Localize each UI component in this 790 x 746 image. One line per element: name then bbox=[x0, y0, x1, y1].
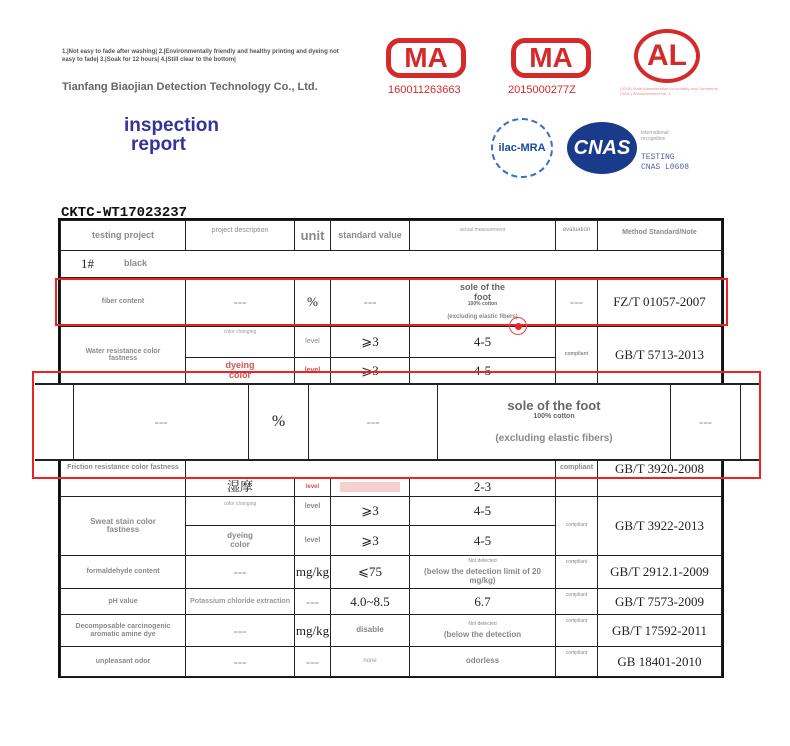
fiber-unit: % bbox=[294, 277, 331, 327]
amine-desc: --- bbox=[185, 614, 295, 647]
amine-project: Decomposable carcinogenic aromatic amine dye bbox=[60, 614, 186, 647]
ilac-mra-logo: ilac-MRA bbox=[491, 118, 553, 178]
sweat-project: Sweat stain color fastness bbox=[60, 496, 186, 556]
overlay-desc: --- bbox=[73, 385, 249, 459]
amine-val-top: Not detected bbox=[468, 620, 497, 627]
sweat-val-2: 4-5 bbox=[409, 525, 556, 556]
ph-desc: Potassium chloride extraction bbox=[185, 588, 295, 615]
odor-unit: --- bbox=[294, 646, 331, 677]
report-number: CKTC-WT17023237 bbox=[61, 205, 188, 221]
cal-logo: AL bbox=[634, 29, 700, 83]
fiber-std: --- bbox=[330, 277, 410, 327]
amine-method: GB/T 17592-2011 bbox=[597, 614, 722, 647]
overlay-std: --- bbox=[308, 385, 438, 459]
report-title-1: inspection bbox=[124, 115, 220, 136]
amine-val-text: (below the detection bbox=[443, 629, 522, 639]
fiber-result-note: (excluding elastic fibers) bbox=[447, 314, 518, 321]
fiber-project: fiber content bbox=[60, 277, 186, 327]
friction-unit: level bbox=[294, 477, 331, 497]
cma-number-2: 2015000277Z bbox=[508, 84, 576, 96]
amine-val bbox=[409, 614, 556, 647]
sweat-std-1: ⩾3 bbox=[330, 496, 410, 526]
sweat-std-2: ⩾3 bbox=[330, 525, 410, 556]
water-eval: compliant bbox=[555, 326, 598, 384]
overlay-unit: % bbox=[248, 385, 309, 459]
sample-row bbox=[60, 250, 722, 278]
ph-eval: compliant bbox=[555, 588, 598, 615]
ph-std: 4.0~8.5 bbox=[330, 588, 410, 615]
cnas-logo: CNAS bbox=[567, 122, 637, 174]
amine-eval: compliant bbox=[555, 614, 598, 647]
sweat-unit-2: level bbox=[294, 525, 331, 556]
header-standard-value: standard value bbox=[330, 220, 410, 251]
crosshair-icon bbox=[509, 317, 527, 335]
header-project-description: project description bbox=[185, 220, 295, 251]
header-method: Method Standard/Note bbox=[597, 220, 722, 251]
formaldehyde-project: formaldehyde content bbox=[60, 555, 186, 589]
cal-note: (2018) State Administration for Industry and Commerce (SAIC) Announcement No. 1 bbox=[620, 86, 718, 96]
water-project: Water resistance color fastness bbox=[60, 326, 186, 384]
ph-unit: --- bbox=[294, 588, 331, 615]
formaldehyde-method: GB/T 2912.1-2009 bbox=[597, 555, 722, 589]
header-testing-project: testing project bbox=[60, 220, 186, 251]
amine-unit: mg/kg bbox=[294, 614, 331, 647]
friction-eval: compliant bbox=[555, 460, 598, 497]
water-unit-1: level bbox=[294, 326, 331, 358]
formaldehyde-val-text: (below the detection limit of 20 mg/kg) bbox=[424, 567, 541, 585]
odor-val: odorless bbox=[409, 646, 556, 677]
overlay-result-value: 100% cotton bbox=[533, 412, 575, 420]
highlight-box-fiber bbox=[55, 278, 728, 326]
sample-color: black bbox=[124, 258, 148, 268]
fiber-result-value: 100% cotton bbox=[467, 301, 498, 308]
fiber-desc: --- bbox=[185, 277, 295, 327]
water-unit-2: level bbox=[294, 357, 331, 384]
cma-number-1: 160011263663 bbox=[388, 84, 461, 96]
feature-list: 1.|Not easy to fade after washing| 2.|Environmentally friendly and healthy printing and dyeing not easy to fade| 3.|Soak for 12 hours| 4.|Still clear to the bottom| bbox=[62, 49, 339, 63]
formaldehyde-unit: mg/kg bbox=[294, 555, 331, 589]
sweat-sub-1: color changing bbox=[185, 496, 295, 526]
overlay-eval: --- bbox=[670, 385, 741, 459]
fiber-result-title: sole of the foot bbox=[459, 282, 505, 302]
friction-val: 2-3 bbox=[409, 477, 556, 497]
ph-project: pH value bbox=[60, 588, 186, 615]
cnas-testing: TESTING bbox=[641, 153, 675, 162]
odor-desc: --- bbox=[185, 646, 295, 677]
overlay-result-title: sole of the foot bbox=[507, 398, 601, 414]
sweat-sub-2: dyeing color bbox=[185, 525, 295, 556]
highlight-box-overlay bbox=[32, 371, 761, 479]
header-actual-measurement: actual measurement bbox=[409, 220, 556, 251]
friction-std bbox=[330, 477, 410, 497]
fiber-eval: --- bbox=[555, 277, 598, 327]
friction-sub: 湿摩 bbox=[185, 477, 295, 497]
report-title-2: report bbox=[131, 134, 186, 155]
header-unit: unit bbox=[294, 220, 331, 251]
odor-eval: compliant bbox=[555, 646, 598, 677]
formaldehyde-std: ⩽75 bbox=[330, 555, 410, 589]
sweat-method: GB/T 3922-2013 bbox=[597, 496, 722, 556]
sweat-val-1: 4-5 bbox=[409, 496, 556, 526]
header-evaluation: evaluation bbox=[555, 220, 598, 251]
redacted-mark bbox=[340, 482, 400, 492]
ph-method: GB/T 7573-2009 bbox=[597, 588, 722, 615]
cma-logo-2: MA bbox=[511, 38, 591, 78]
water-sub-1: color changing bbox=[185, 326, 295, 358]
cma-logo-1: MA bbox=[386, 38, 466, 78]
friction-method: GB/T 3920-2008 bbox=[597, 460, 722, 497]
water-std-2: ⩾3 bbox=[330, 357, 410, 384]
company-name: Tianfang Biaojian Detection Technology Co., Ltd. bbox=[62, 81, 318, 93]
friction-project: Friction resistance color fastness bbox=[60, 460, 186, 497]
water-sub-2: dyeing color bbox=[185, 357, 295, 384]
overlay-result-note: (excluding elastic fibers) bbox=[495, 433, 613, 445]
formaldehyde-val-top: Not detected bbox=[468, 557, 497, 564]
water-val-1: 4-5 bbox=[409, 326, 556, 358]
ph-val: 6.7 bbox=[409, 588, 556, 615]
water-method: GB/T 5713-2013 bbox=[597, 326, 722, 384]
cnas-id: CNAS L0608 bbox=[641, 163, 690, 172]
sample-id: 1# bbox=[81, 256, 94, 271]
amine-std: disable bbox=[330, 614, 410, 647]
odor-std: none bbox=[330, 646, 410, 677]
sweat-unit-1: level bbox=[294, 496, 331, 526]
formaldehyde-val bbox=[409, 555, 556, 589]
formaldehyde-eval: compliant bbox=[555, 555, 598, 589]
fiber-method: FZ/T 01057-2007 bbox=[597, 277, 722, 327]
formaldehyde-desc: --- bbox=[185, 555, 295, 589]
water-std-1: ⩾3 bbox=[330, 326, 410, 358]
cnas-note: International recognition bbox=[641, 130, 669, 142]
sweat-eval: compliant bbox=[555, 496, 598, 556]
water-val-2: 4-5 bbox=[409, 357, 556, 384]
odor-method: GB 18401-2010 bbox=[597, 646, 722, 677]
odor-project: unpleasant odor bbox=[60, 646, 186, 677]
